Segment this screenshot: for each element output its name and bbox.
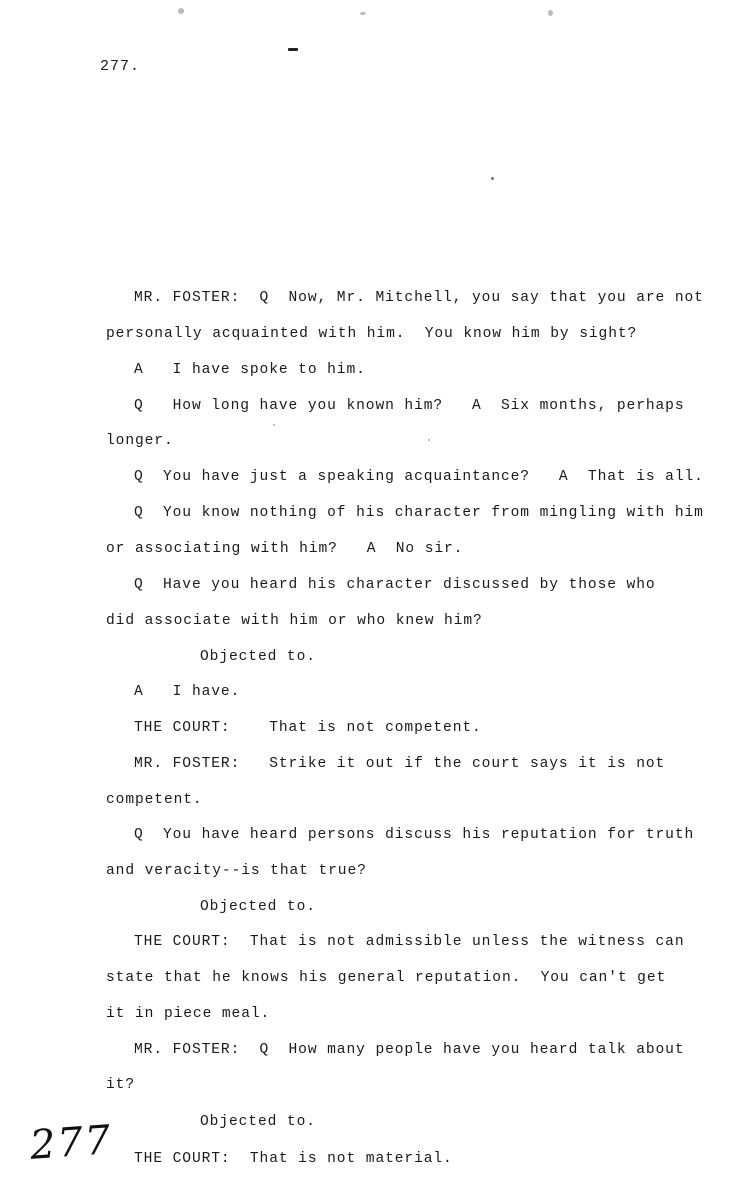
- page-number: 277.: [100, 58, 141, 75]
- transcript-line: Objected to.: [200, 649, 316, 665]
- transcript-line: Q You have heard persons discuss his reputation for truth: [134, 827, 695, 843]
- transcript-line: A I have.: [134, 684, 241, 700]
- transcript-line: longer.: [106, 433, 174, 449]
- transcript-line: personally acquainted with him. You know him by sight?: [106, 326, 638, 342]
- handwritten-page-number: 277: [28, 1117, 114, 1169]
- transcript-line: Objected to.: [200, 1114, 316, 1130]
- transcript-line: Q How long have you known him? A Six months, perhaps: [134, 398, 685, 414]
- transcript-line: state that he knows his general reputation. You can't get: [106, 970, 667, 986]
- transcript-line: THE COURT: That is not competent.: [134, 720, 482, 736]
- transcript-line: Q Have you heard his character discussed by those who: [134, 577, 656, 593]
- transcript-line: or associating with him? A No sir.: [106, 541, 464, 557]
- transcript-line: THE COURT: That is not admissible unless the witness can: [134, 934, 685, 950]
- transcript-line: did associate with him or who knew him?: [106, 613, 483, 629]
- transcript-line: Objected to.: [200, 899, 316, 915]
- transcript-line: MR. FOSTER: Q Now, Mr. Mitchell, you say that you are not: [134, 290, 704, 306]
- transcript-line: MR. FOSTER: Q How many people have you heard talk about: [134, 1042, 685, 1058]
- transcript-line: competent.: [106, 792, 203, 808]
- transcript-line: MR. FOSTER: Strike it out if the court says it is not: [134, 756, 666, 772]
- transcript-line: A I have spoke to him.: [134, 362, 366, 378]
- transcript-line: it in piece meal.: [106, 1006, 271, 1022]
- transcript-line: Q You know nothing of his character from mingling with him: [134, 505, 704, 521]
- transcript-line: it?: [106, 1077, 135, 1093]
- transcript-line: Q You have just a speaking acquaintance? A That is all.: [134, 469, 704, 485]
- transcript-line: and veracity--is that true?: [106, 863, 367, 879]
- transcript-line: THE COURT: That is not material.: [134, 1151, 453, 1167]
